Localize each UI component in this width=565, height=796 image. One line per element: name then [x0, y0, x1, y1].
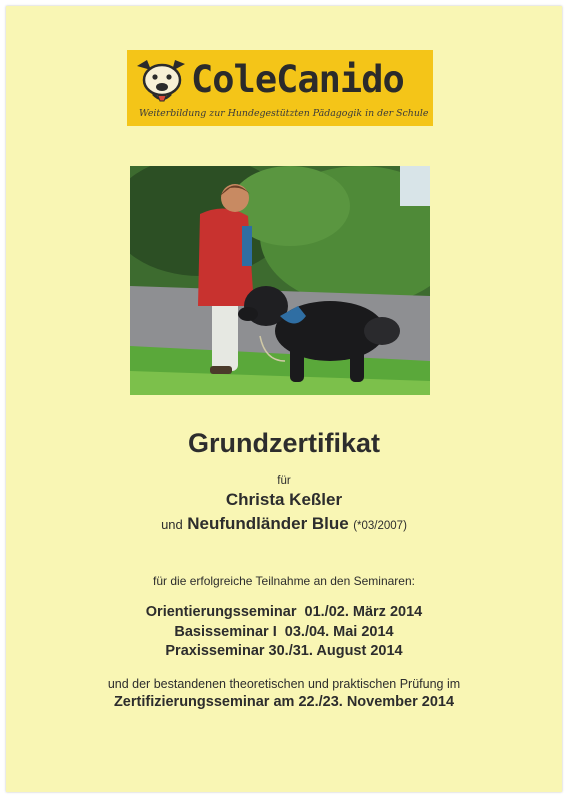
dog-name: Neufundländer Blue — [187, 514, 349, 533]
and-label: und — [161, 517, 183, 532]
colecanido-logo — [127, 50, 433, 126]
dog-face-icon — [131, 56, 191, 108]
certificate-page — [6, 6, 562, 792]
certificate-title: Grundzertifikat — [187, 428, 381, 458]
for-label: für — [277, 475, 291, 487]
seminar-orientation: Orientierungsseminar 01./02. März 2014 — [145, 604, 423, 620]
closing-text: und der bestandenen theoretischen und praktischen Prüfung im — [107, 677, 461, 691]
logo-tagline: Weiterbildung zur Hundegestützten Pädagogik in der Schule — [139, 108, 429, 119]
seminar-basic: Basisseminar I 03./04. Mai 2014 — [174, 624, 394, 640]
dog-birth: (*03/2007) — [353, 520, 407, 532]
photo-woman-with-dog — [130, 166, 430, 395]
certification-seminar: Zertifizierungsseminar am 22./23. November 2014 — [113, 694, 455, 710]
dog-line — [6, 514, 562, 534]
person-name: Christa Keßler — [225, 490, 343, 509]
logo-name: ColeCanido — [191, 58, 404, 101]
seminar-practice: Praxisseminar 30./31. August 2014 — [165, 643, 403, 659]
seminar-intro: für die erfolgreiche Teilnahme an den Seminaren: — [153, 574, 415, 588]
